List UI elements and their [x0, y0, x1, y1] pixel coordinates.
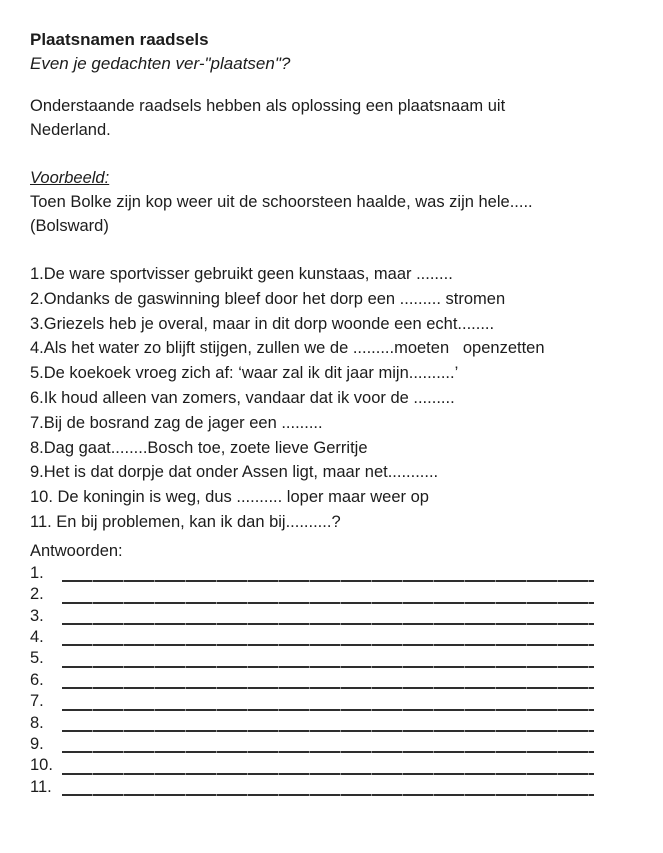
- riddle-list: [30, 262, 663, 535]
- answer-number: 5.: [30, 649, 44, 668]
- answer-number: 8.: [30, 713, 44, 732]
- answer-blank-line: [62, 666, 594, 668]
- answer-row-4: [30, 627, 594, 648]
- riddle-item-9: 9.Het is dat dorpje dat onder Assen ligt, maar net...........: [30, 463, 439, 482]
- riddle-item-2: 2.Ondanks de gaswinning bleef door het dorp een ......... stromen: [30, 289, 506, 308]
- answer-row-10: [30, 755, 594, 776]
- answer-row-6: [30, 670, 594, 691]
- answer-blank-line: [62, 623, 594, 625]
- answer-blank-line: [62, 687, 594, 689]
- riddle-item-7: 7.Bij de bosrand zag de jager een .........: [30, 413, 323, 432]
- answer-number: 7.: [30, 692, 44, 711]
- answer-number: 2.: [30, 585, 44, 604]
- answer-blank-line: [62, 773, 594, 775]
- example-label: Voorbeeld:: [30, 169, 110, 187]
- answer-row-8: [30, 713, 594, 734]
- answer-blank-line: [62, 644, 594, 646]
- riddle-item-4: 4.Als het water zo blijft stijgen, zullen we de .........moeten openzetten: [30, 339, 545, 358]
- answer-number: 1.: [30, 563, 44, 582]
- answer-number: 3.: [30, 606, 44, 625]
- answer-number: 6.: [30, 670, 44, 689]
- riddle-item-6: 6.Ik houd alleen van zomers, vandaar dat ik voor de .........: [30, 388, 455, 407]
- answer-number: 4.: [30, 627, 44, 646]
- answer-blank-line: [62, 794, 594, 796]
- answer-row-2: [30, 584, 594, 605]
- example-block: [30, 166, 663, 238]
- answer-blank-line: [62, 751, 594, 753]
- answer-blank-line: [62, 730, 594, 732]
- riddle-item-5: 5.De koekoek vroeg zich af: ‘waar zal ik dit jaar mijn..........’: [30, 364, 459, 383]
- answers-list: [30, 563, 663, 798]
- riddle-item-8: 8.Dag gaat........Bosch toe, zoete lieve Gerritje: [30, 438, 368, 457]
- answer-row-5: [30, 648, 594, 669]
- answer-number: 9.: [30, 734, 44, 753]
- answer-blank-line: [62, 602, 594, 604]
- answer-number: 10.: [30, 756, 53, 775]
- answer-blank-line: [62, 709, 594, 711]
- answer-row-1: [30, 563, 594, 584]
- answer-number: 11.: [30, 777, 52, 796]
- riddle-item-10: 10. De koningin is weg, dus .......... loper maar weer op: [30, 488, 429, 507]
- riddle-item-11: 11. En bij problemen, kan ik dan bij..........?: [30, 512, 341, 531]
- answer-row-7: [30, 691, 594, 712]
- page-subtitle: Even je gedachten ver-"plaatsen"?: [30, 54, 291, 73]
- answers-label: Antwoorden:: [30, 541, 123, 560]
- riddle-item-3: 3.Griezels heb je overal, maar in dit dorp woonde een echt........: [30, 314, 495, 333]
- example-riddle-line: Toen Bolke zijn kop weer uit de schoorsteen haalde, was zijn hele.....: [30, 193, 533, 211]
- answer-row-9: [30, 734, 594, 755]
- intro-paragraph: Onderstaande raadsels hebben als oplossing een plaatsnaam uit Nederland.: [30, 97, 506, 139]
- example-solution: (Bolsward): [30, 217, 109, 235]
- riddle-item-1: 1.De ware sportvisser gebruikt geen kunstaas, maar ........: [30, 265, 453, 283]
- answer-row-3: [30, 606, 594, 627]
- answer-row-11: [30, 777, 594, 798]
- page-title: Plaatsnamen raadsels: [30, 30, 209, 49]
- answer-blank-line: [62, 580, 594, 582]
